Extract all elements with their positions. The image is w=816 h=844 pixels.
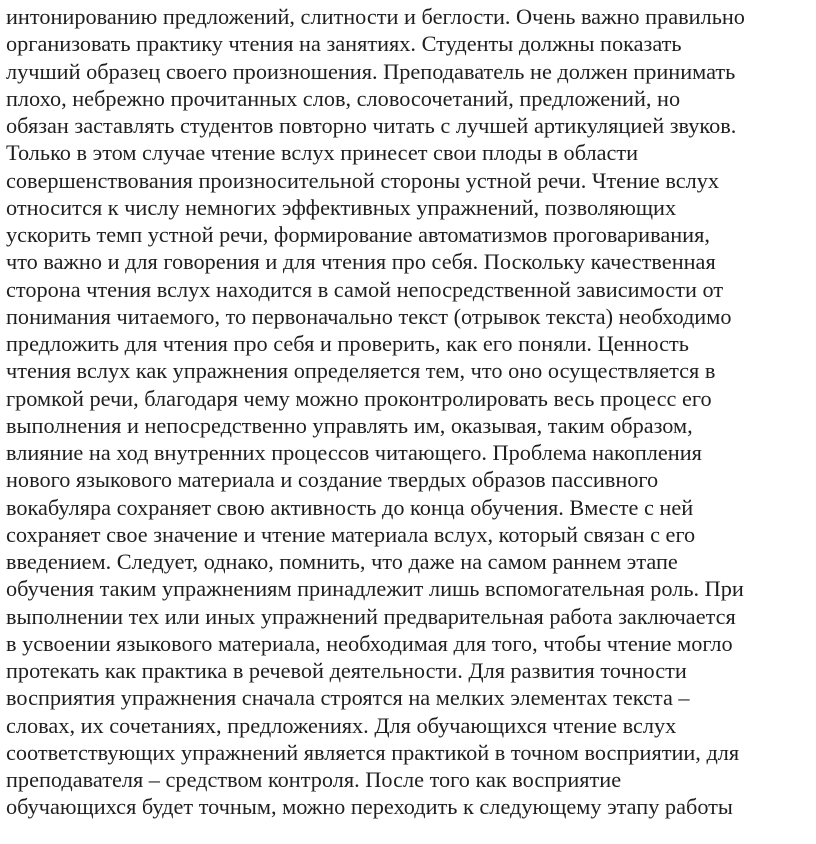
text-line: обучения таким упражнениям принадлежит лишь вспомогательная роль. При [6, 576, 744, 602]
text-line: совершенствования произносительной стороны устной речи. Чтение вслух [6, 167, 720, 193]
text-line: введением. Следует, однако, помнить, что даже на самом раннем этапе [6, 549, 678, 574]
text-line: словах, их сочетаниях, предложениях. Для обучающихся чтение вслух [6, 712, 677, 738]
text-line: преподавателя – средством контроля. После того как восприятие [6, 767, 622, 792]
text-line: сторона чтения вслух находится в самой непосредственной зависимости от [6, 276, 724, 302]
text-line: относится к числу немногих эффективных упражнений, позволяющих [6, 194, 677, 220]
text-line: обязан заставлять студентов повторно читать с лучшей артикуляцией звуков. [6, 113, 737, 138]
text-line: что важно и для говорения и для чтения про себя. Поскольку качественная [6, 249, 716, 275]
text-line: организовать практику чтения на занятиях. Студенты должны показать [6, 31, 682, 57]
text-line: влияние на ход внутренних процессов читающего. Проблема накопления [6, 440, 702, 465]
text-line: обучающихся будет точным, можно переходить к следующему этапу работы [6, 794, 733, 820]
body-text [6, 3, 816, 821]
text-line: чтения вслух как упражнения определяется тем, что оно осуществляется в [6, 358, 716, 384]
text-line: плохо, небрежно прочитанных слов, словосочетаний, предложений, но [6, 85, 681, 111]
text-line: вокабуляра сохраняет свою активность до конца обучения. Вместе с ней [6, 494, 694, 520]
text-line: предложить для чтения про себя и проверить, как его поняли. Ценность [6, 331, 689, 356]
text-line: соответствующих упражнений является практикой в точном восприятии, для [6, 739, 740, 765]
text-line: нового языкового материала и создание твердых образов пассивного [6, 467, 659, 493]
text-line: интонированию предложений, слитности и беглости. Очень важно правильно [6, 4, 745, 29]
text-line: Только в этом случае чтение вслух принесет свои плоды в области [6, 140, 639, 166]
text-line: сохраняет свое значение и чтение материала вслух, который связан с его [6, 521, 696, 547]
text-line: ускорить темп устной речи, формирование автоматизмов проговаривания, [6, 222, 710, 247]
text-line: понимания читаемого, то первоначально текст (отрывок текста) необходимо [6, 303, 732, 329]
text-line: лучший образец своего произношения. Преподаватель не должен принимать [6, 58, 736, 84]
text-line: в усвоении языкового материала, необходимая для того, чтобы чтение могло [6, 630, 733, 656]
text-line: громкой речи, благодаря чему можно проконтролировать весь процесс его [6, 385, 712, 411]
text-line: восприятия упражнения сначала строятся на мелких элементах текста – [6, 685, 690, 711]
text-line: выполнения и непосредственно управлять им, оказывая, таким образом, [6, 412, 693, 438]
text-line: протекать как практика в речевой деятельности. Для развития точности [6, 658, 687, 683]
text-line: выполнении тех или иных упражнений предварительная работа заключается [6, 603, 736, 629]
